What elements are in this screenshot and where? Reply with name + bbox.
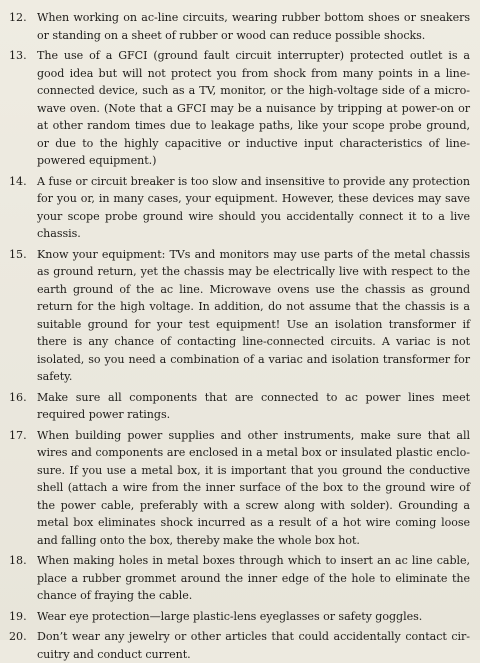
item-number: 16. bbox=[9, 390, 27, 404]
list-item-19 bbox=[9, 608, 470, 626]
list-item-18 bbox=[9, 552, 470, 605]
item-number: 19. bbox=[9, 609, 27, 623]
item-text: Don’t wear any jewelry or other articles that could accidentally contact cir-cuitry and conduct current. bbox=[37, 630, 470, 661]
item-text: The use of a GFCI (ground fault circuit interrupter) protected outlet is a good idea but will not protect you from shock from many points in a line-connected device, such as a TV, monitor, or the high-voltage side of a micro-wave oven. (Note that a GFCI may be a nuisance by tripping at power-on or at other random times due to leakage paths, like your scope probe ground, or due to the highly capacitive or inductive input characteristics of line-powered equipment.) bbox=[37, 49, 470, 167]
list-item-12 bbox=[9, 9, 470, 44]
item-number: 20. bbox=[9, 630, 27, 643]
item-number: 12. bbox=[9, 11, 27, 24]
item-number: 14. bbox=[9, 174, 27, 188]
list-item-14 bbox=[9, 173, 470, 243]
list-item-20 bbox=[9, 628, 470, 663]
list-item-17 bbox=[9, 427, 470, 550]
list-item-13 bbox=[9, 47, 470, 170]
item-text: When working on ac-line circuits, wearing rubber bottom shoes or sneakers or standing on a sheet of rubber or wood can reduce possible shocks. bbox=[37, 11, 470, 42]
list-item-15 bbox=[9, 246, 470, 386]
item-number: 18. bbox=[9, 554, 27, 567]
item-text: When building power supplies and other instruments, make sure that all wires and components are enclosed in a metal box or insulated plastic enclo-sure. If you use a metal box, it is important that you ground the conductive shell (attach a wire from the inner surface of the box to the ground wire of the power cable, preferably with a screw along with solder). Grounding a metal box eliminates shock incurred as a result of a hot wire coming loose and falling onto the box, thereby make the whole box hot. bbox=[37, 428, 470, 547]
item-number: 13. bbox=[9, 49, 27, 62]
item-text: Know your equipment: TVs and monitors may use parts of the metal chassis as ground return, yet the chassis may be electrically live with respect to the earth ground of the ac line. Microwave ovens use the chassis as ground return for the high voltage. In addition, do not assume that the chassis is a suitable ground for your test equipment! Use an isolation transformer if there is any chance of contacting line-connected circuits. A variac is not isolated, so you need a combination of a variac and isolation transformer for safety. bbox=[37, 247, 470, 383]
item-text: Wear eye protection—large plastic-lens eyeglasses or safety goggles. bbox=[37, 609, 423, 623]
item-number: 15. bbox=[9, 247, 27, 261]
item-text: A fuse or circuit breaker is too slow and insensitive to provide any protection for you or, in many cases, your equipment. However, these devices may save your scope probe ground wire should you accidentally connect it to a live chassis. bbox=[37, 174, 470, 240]
item-number: 17. bbox=[9, 428, 27, 442]
item-text: When making holes in metal boxes through which to insert an ac line cable, place a rubber grommet around the inner edge of the hole to eliminate the chance of fraying the cable. bbox=[37, 554, 470, 602]
item-text: Make sure all components that are connected to ac power lines meet required power ratings. bbox=[37, 390, 470, 421]
safety-tips-list bbox=[9, 9, 470, 663]
list-item-16 bbox=[9, 389, 470, 424]
